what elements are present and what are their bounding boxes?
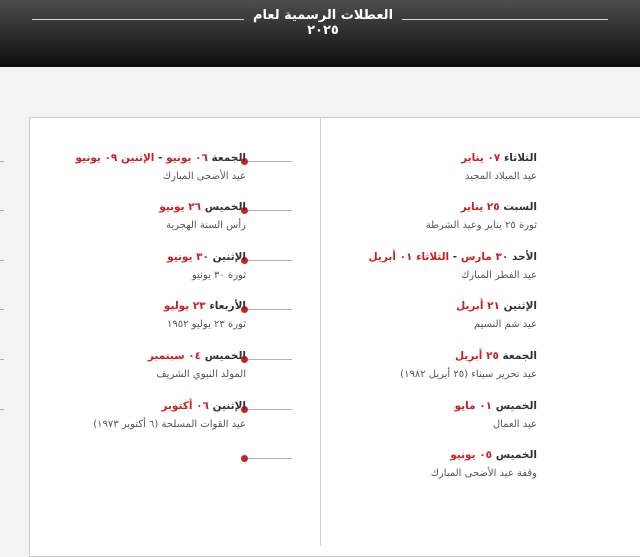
holiday-name: المولد النبوي الشريف [156, 369, 246, 380]
holiday-name: ثورة ٢٥ يناير وعيد الشرطة [425, 220, 537, 231]
holiday-name: عيد تحرير سيناء (٢٥ أبريل ١٩٨٢) [400, 369, 537, 380]
timeline-connector [0, 309, 4, 310]
holiday-name: ثورة ٢٣ يوليو ١٩٥٢ [167, 319, 246, 330]
timeline-connector [0, 260, 4, 261]
holiday-item [0, 152, 246, 198]
page-title: العطلات الرسمية لعام ٢٠٢٥ [252, 8, 394, 38]
holiday-date: الإثنين ٣٠ يونيو [167, 251, 246, 263]
holiday-name: ثورة ٣٠ يونيو [191, 270, 246, 281]
holiday-name: عيد شم النسيم [473, 319, 537, 330]
holiday-item [0, 300, 246, 346]
holiday-date: الأربعاء ٢٣ يوليو [163, 300, 246, 312]
timeline-connector [0, 161, 4, 162]
holiday-name: عيد الأضحى المبارك [162, 171, 246, 182]
holiday-item [0, 400, 246, 446]
timeline-connector [0, 210, 4, 211]
holiday-date: الأحد ٣٠ مارس - الثلاثاء ٠١ أبريل [368, 251, 537, 263]
holiday-name: عيد الفطر المبارك [461, 270, 537, 281]
holiday-date: السبت ٢٥ يناير [460, 201, 537, 213]
holiday-name: عيد العمال [492, 419, 537, 430]
holiday-date: الإثنين ٠٦ أكتوبر [161, 400, 246, 412]
holiday-date: الخميس ٠٤ سبتمبر [147, 350, 246, 362]
timeline-connector [0, 409, 4, 410]
holiday-item [0, 350, 246, 396]
timeline-connector [0, 359, 4, 360]
holiday-name: عيد القوات المسلحة (٦ أكتوبر ١٩٧٣) [93, 419, 246, 430]
holiday-name: وقفة عيد الأضحى المبارك [430, 468, 537, 479]
holiday-date: الثلاثاء ٠٧ يناير [461, 152, 537, 164]
holiday-date: الجمعة ٠٦ يونيو - الإثنين ٠٩ يونيو [75, 152, 246, 164]
holiday-date: الخميس ٠٥ يونيو [450, 449, 537, 461]
holiday-date: الجمعة ٢٥ أبريل [455, 350, 537, 362]
holiday-name: رأس السنة الهجرية [166, 220, 246, 231]
holiday-date: الإثنين ٢١ أبريل [456, 300, 537, 312]
holiday-date: الخميس ٢٦ يونيو [159, 201, 246, 213]
holiday-name: عيد الميلاد المجيد [465, 171, 537, 182]
holiday-date: الخميس ٠١ مايو [454, 400, 537, 412]
holiday-item [0, 201, 246, 247]
holiday-item [0, 251, 246, 297]
